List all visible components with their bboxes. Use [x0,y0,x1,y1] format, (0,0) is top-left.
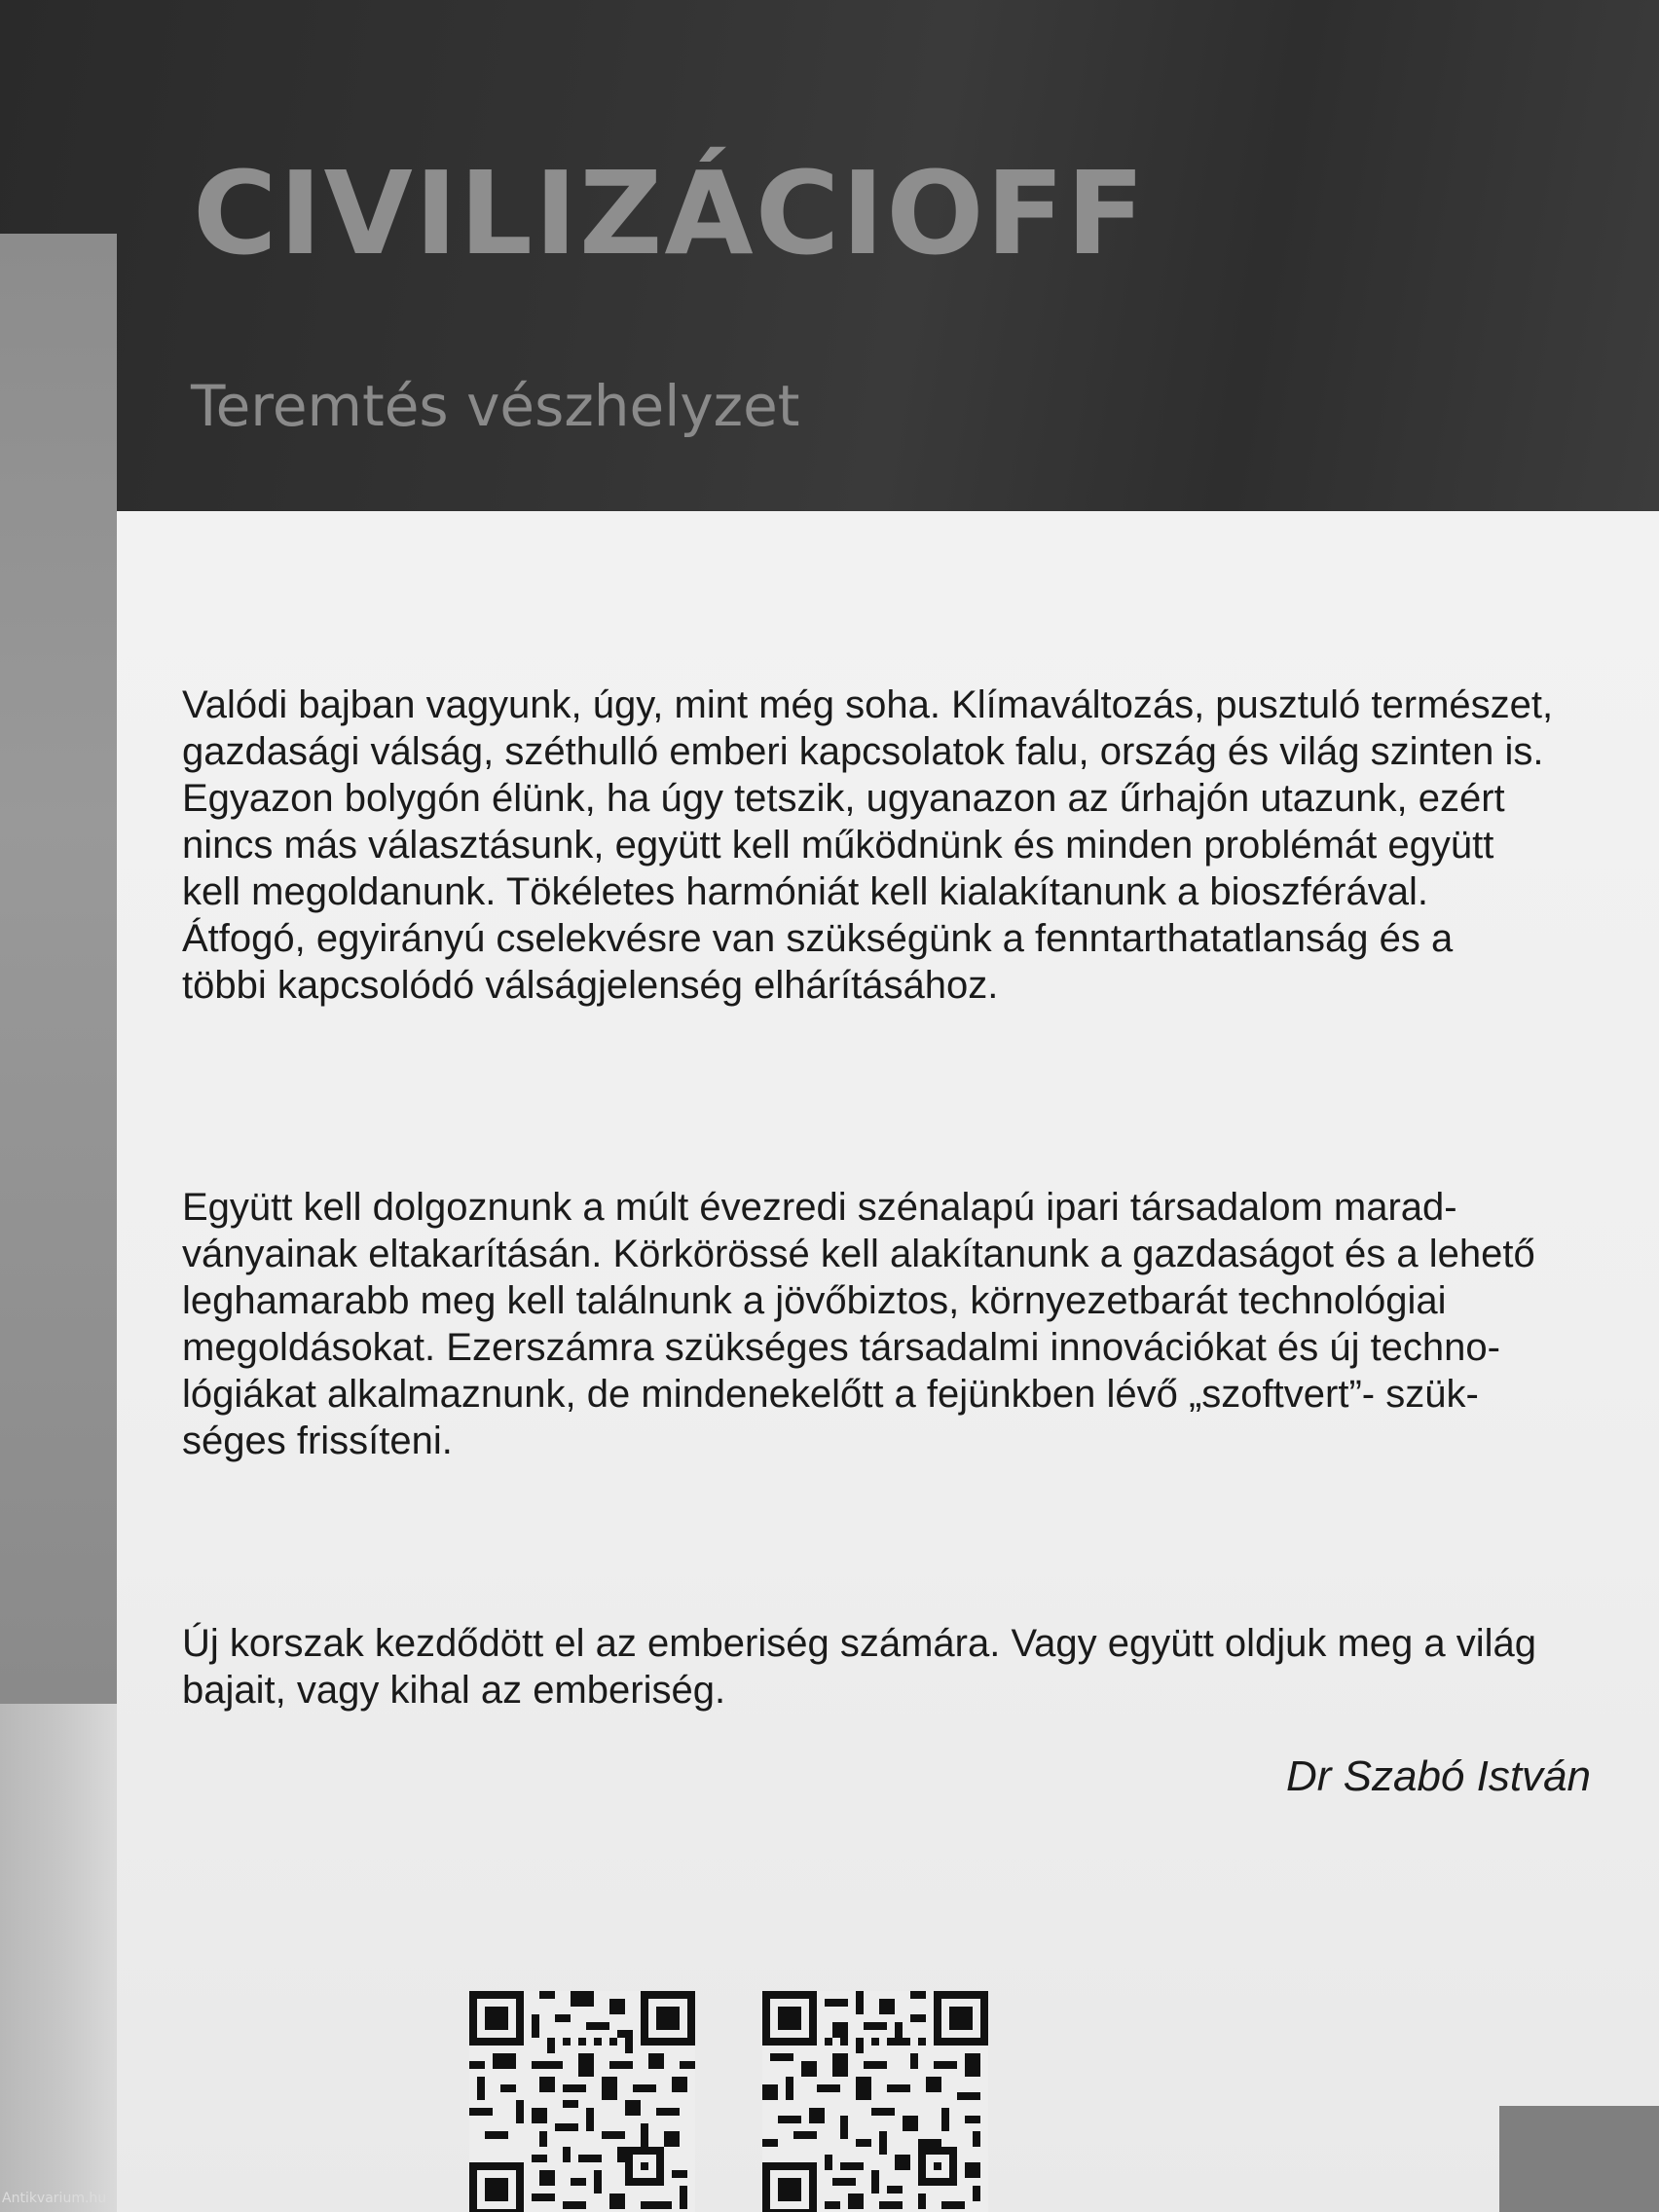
qr-code-icon[interactable] [762,1991,988,2212]
paragraph-line: séges frissíteni. [182,1419,453,1462]
paragraph-line: Átfogó, egyirányú cselekvésre van szükségünk a fenntarthatatlanság és a [182,917,1454,960]
paragraph-line: bajait, vagy kihal az emberiség. [182,1669,726,1712]
paragraph-1 [182,682,1594,1009]
paragraph-3 [182,1620,1594,1714]
watermark: Antikvarium.hu [2,2191,107,2206]
author-signature: Dr Szabó István [1285,1752,1591,1800]
paragraph-line: nincs más választásunk, együtt kell működnünk és minden problémát együtt [182,824,1494,866]
qr-code-icon[interactable] [469,1991,695,2212]
paragraph-line: Együtt kell dolgoznunk a múlt évezredi szénalapú ipari társadalom marad- [182,1186,1457,1229]
paragraph-line: Egyazon bolygón élünk, ha úgy tetszik, ugyanazon az űrhajón utazunk, ezért [182,777,1505,820]
paragraph-line: gazdasági válság, széthulló emberi kapcsolatok falu, ország és világ szinten is. [182,730,1544,773]
page-subtitle: Teremtés vészhelyzet [191,373,800,439]
page-title: CIVILIZÁCIOFF [193,146,1147,280]
paragraph-line: kell megoldanunk. Tökéletes harmóniát kell kialakítanunk a bioszférával. [182,870,1428,913]
paragraph-line: Valódi bajban vagyunk, úgy, mint még soha. Klímaváltozás, pusztuló természet, [182,683,1554,726]
paragraph-line: többi kapcsolódó válságjelenség elhárításához. [182,964,999,1007]
paragraph-2 [182,1184,1594,1464]
corner-decorative-square [1499,2106,1659,2212]
paragraph-line: lógiákat alkalmaznunk, de mindenekelőtt a fejünkben lévő „szoftvert”- szük- [182,1373,1479,1416]
paragraph-line: megoldásokat. Ezerszámra szükséges társadalmi innovációkat és új techno- [182,1326,1500,1369]
header-band [0,0,1659,511]
paragraph-line: ványainak eltakarításán. Körkörössé kell alakítanunk a gazdaságot és a lehető [182,1233,1535,1275]
paragraph-line: Új korszak kezdődött el az emberiség számára. Vagy együtt oldjuk meg a világ [182,1622,1537,1665]
paragraph-line: leghamarabb meg kell találnunk a jövőbiztos, környezetbarát technológiai [182,1279,1447,1322]
left-decorative-bar [0,234,117,1704]
